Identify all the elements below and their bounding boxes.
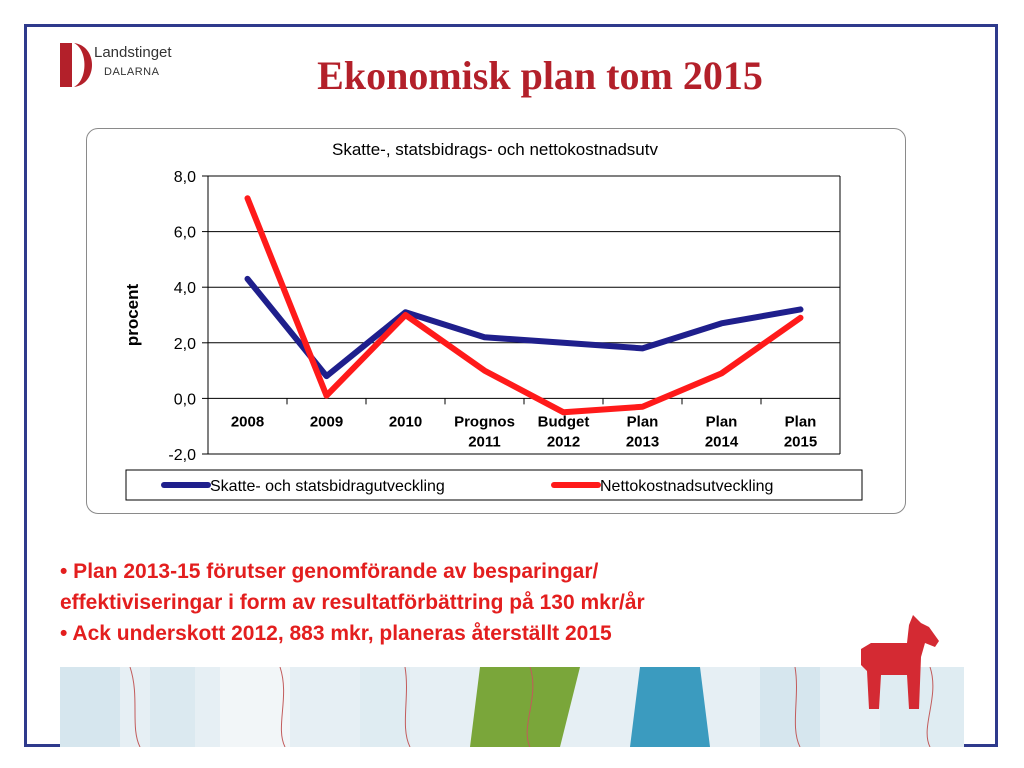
decorative-banner: [60, 667, 964, 747]
dala-horse-icon: [855, 613, 945, 713]
data-point: [563, 411, 565, 413]
data-point: [642, 406, 644, 408]
logo-text-landstinget: Landstinget: [94, 44, 172, 61]
y-tick-label: 4,0: [173, 280, 196, 298]
y-tick-label: 2,0: [173, 335, 196, 353]
bullet-text-2: effektiviseringar i form av resultatförbättring på 130 mkr/år: [60, 591, 645, 614]
data-point: [484, 370, 486, 372]
chart-title: Skatte-, statsbidrags- och nettokostnadsutv: [331, 140, 659, 159]
data-point: [721, 372, 723, 374]
x-tick-label: Plan: [784, 413, 817, 431]
data-point: [247, 278, 249, 280]
bullet-list: [60, 556, 920, 649]
series-line-1: [248, 279, 801, 376]
y-tick-label: 0,0: [173, 391, 196, 409]
legend-label-2: Nettokostnadsutveckling: [600, 478, 774, 495]
data-point: [800, 308, 802, 310]
bullet-text-1: • Plan 2013-15 förutser genomförande av besparingar/: [60, 560, 599, 583]
x-tick-label: Plan: [705, 413, 738, 431]
x-tick-label: Prognos: [454, 413, 515, 431]
y-axis-label: procent: [123, 283, 142, 347]
slide-title: Ekonomisk plan tom 2015: [317, 53, 763, 98]
data-point: [326, 395, 328, 397]
data-point: [563, 342, 565, 344]
series-line-2: [248, 198, 801, 412]
data-point: [405, 314, 407, 316]
x-tick-label: 2011: [468, 433, 501, 451]
data-point: [326, 375, 328, 377]
y-tick-label: -2,0: [168, 447, 196, 464]
x-tick-label: 2008: [230, 413, 265, 431]
data-point: [721, 322, 723, 324]
x-tick-label: Plan: [626, 413, 659, 431]
y-tick-label: 6,0: [173, 224, 196, 242]
x-tick-label: 2010: [388, 413, 423, 431]
data-point: [247, 197, 249, 199]
x-tick-label: 2013: [625, 433, 660, 451]
y-tick-label: 8,0: [173, 169, 196, 186]
x-tick-label: 2015: [783, 433, 818, 451]
x-tick-label: 2009: [309, 413, 344, 431]
x-tick-label: 2014: [704, 433, 739, 451]
bullet-text-3: • Ack underskott 2012, 883 mkr, planeras återställt 2015: [60, 622, 612, 645]
x-tick-label: Budget: [537, 413, 590, 431]
data-point: [484, 336, 486, 338]
x-tick-label: 2012: [546, 433, 581, 451]
legend-label-1: Skatte- och statsbidragutveckling: [210, 478, 445, 495]
data-point: [642, 347, 644, 349]
line-chart: [86, 128, 904, 512]
data-point: [800, 317, 802, 319]
logo-text-dalarna: DALARNA: [104, 66, 160, 78]
